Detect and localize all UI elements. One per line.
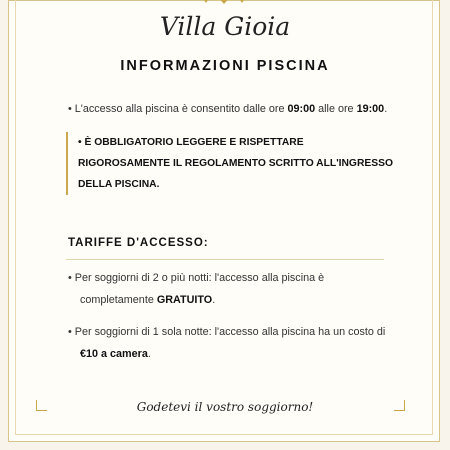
close-time: 19:00 — [356, 103, 385, 115]
rate-item-multi-night — [68, 272, 324, 284]
access-text-after: . — [384, 103, 388, 115]
page-subtitle: INFORMAZIONI PISCINA — [120, 58, 330, 74]
access-hours — [68, 103, 387, 115]
access-text-before: L'accesso alla piscina è consentito dalle ore — [74, 103, 288, 115]
rates-heading: TARIFFE D'ACCESSO: — [68, 237, 209, 249]
rate-text: . — [212, 294, 216, 306]
rate-price: €10 a camera — [80, 348, 148, 360]
rate-text: . — [147, 348, 151, 360]
warning-text: È OBBLIGATORIO LEGGERE E RISPETTARE RIGOROSAMENTE IL REGOLAMENTO SCRITTO ALL'INGRESSO DELLA PISCINA. — [78, 137, 393, 190]
rate-item-single-night-cont — [80, 348, 151, 360]
bullet: • — [68, 103, 72, 115]
rate-item-multi-night-cont — [80, 294, 215, 306]
crest-ornament — [196, 0, 252, 5]
rate-text: completamente — [80, 294, 157, 306]
bullet: • — [68, 272, 72, 284]
villa-title: Villa Gioia — [159, 12, 291, 41]
open-time: 09:00 — [287, 103, 316, 115]
rate-text: Per soggiorni di 2 o più notti: l'accesso alla piscina è — [74, 272, 325, 284]
rate-text: Per soggiorni di 1 sola notte: l'accesso alla piscina ha un costo di — [74, 326, 386, 338]
rules-warning — [66, 132, 398, 195]
bullet: • — [78, 137, 82, 148]
access-text-between: alle ore — [315, 103, 357, 115]
divider — [66, 259, 384, 260]
rate-free: GRATUITO — [156, 294, 213, 306]
rate-item-single-night — [68, 326, 385, 338]
closing-message: Godetevi il vostro soggiorno! — [136, 400, 314, 414]
bullet: • — [68, 326, 72, 338]
